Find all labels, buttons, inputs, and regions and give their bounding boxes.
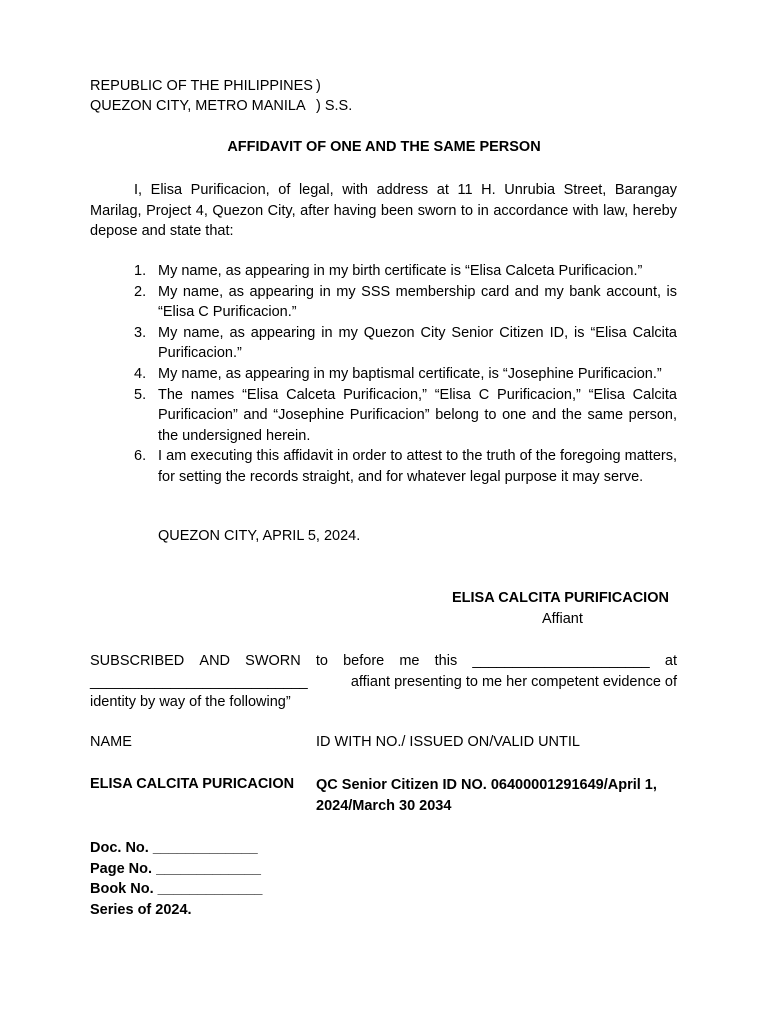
venue-ss: ) S.S. — [316, 98, 353, 114]
item-text: My name, as appearing in my birth certificate is “Elisa Calceta Purificacion.” — [158, 263, 643, 279]
statement-list — [134, 261, 677, 488]
jurat-word: this — [434, 653, 458, 669]
jurat-word: before — [343, 653, 385, 669]
jurat-line-2 — [90, 672, 677, 693]
list-item — [134, 446, 677, 487]
item-text: The names “Elisa Calceta Purificacion,” “Elisa C Purificacion,” “Elisa Calcita Purificacion” and “Josephine Purificacion” belong to one and the same person, the undersigned herein. — [158, 386, 677, 444]
jurat-word: me — [399, 653, 420, 669]
affiant-name: ELISA CALCITA PURIFICACION — [452, 590, 669, 606]
item-number: 6. — [134, 448, 147, 465]
item-number: 5. — [134, 386, 147, 403]
place-and-date: QUEZON CITY, APRIL 5, 2024. — [158, 528, 361, 544]
venue-line-republic: REPUBLIC OF THE PHILIPPINES — [90, 78, 313, 94]
list-item — [134, 385, 677, 447]
jurat-line-3: identity by way of the following” — [90, 694, 291, 710]
doc-number: Doc. No. _____________ — [90, 840, 258, 856]
list-item — [134, 323, 677, 364]
list-item — [134, 261, 677, 282]
page-number: Page No. _____________ — [90, 860, 261, 877]
item-number: 3. — [134, 324, 147, 341]
jurat-word: to — [315, 653, 328, 669]
jurat-word: SUBSCRIBED — [90, 653, 185, 669]
id-details-line-2: 2024/March 30 2034 — [316, 797, 452, 814]
list-item — [134, 364, 677, 385]
name-column-header: NAME — [90, 734, 132, 750]
jurat-word: at — [664, 653, 677, 669]
venue-line-city: QUEZON CITY, METRO MANILA — [90, 98, 306, 114]
id-column-header: ID WITH NO./ ISSUED ON/VALID UNTIL — [316, 734, 580, 750]
item-number: 4. — [134, 365, 147, 382]
item-text: I am executing this affidavit in order to attest to the truth of the foregoing matters, for setting the records straight, and for whatever legal purpose it may serve. — [158, 448, 677, 485]
book-number: Book No. _____________ — [90, 881, 263, 897]
place-blank: ___________________________ — [90, 673, 308, 690]
notarial-register — [90, 838, 263, 920]
date-blank: ______________________ — [472, 653, 650, 669]
jurat-paragraph — [90, 651, 677, 713]
affiant-label: Affiant — [542, 611, 583, 627]
item-text: My name, as appearing in my Quezon City Senior Citizen ID, is “Elisa Calcita Purificacion.” — [158, 324, 677, 362]
item-text: My name, as appearing in my baptismal certificate, is “Josephine Purificacion.” — [158, 365, 662, 382]
id-details — [316, 775, 657, 816]
jurat-line-1 — [90, 651, 677, 672]
jurat-word: SWORN — [245, 653, 301, 669]
document-title: AFFIDAVIT OF ONE AND THE SAME PERSON — [227, 139, 541, 155]
jurat-text: affiant presenting to me her competent evidence of — [350, 673, 677, 690]
venue-bracket: ) — [316, 78, 321, 94]
item-text: My name, as appearing in my SSS membership card and my bank account, is “Elisa C Purificacion.” — [158, 283, 677, 321]
item-number: 1. — [134, 263, 147, 279]
series-year: Series of 2024. — [90, 901, 192, 918]
item-number: 2. — [134, 283, 147, 300]
intro-text: I, Elisa Purificacion, of legal, with address at 11 H. Unrubia Street, Barangay Marilag, Project 4, Quezon City, after having been sworn to in accordance with law, hereby depose and state that: — [90, 182, 677, 239]
jurat-word: AND — [199, 653, 231, 669]
id-details-line-1: QC Senior Citizen ID NO. 06400001291649/April 1, — [316, 777, 657, 793]
intro-paragraph — [90, 180, 677, 242]
list-item — [134, 282, 677, 323]
id-holder-name: ELISA CALCITA PURICACION — [90, 776, 295, 792]
